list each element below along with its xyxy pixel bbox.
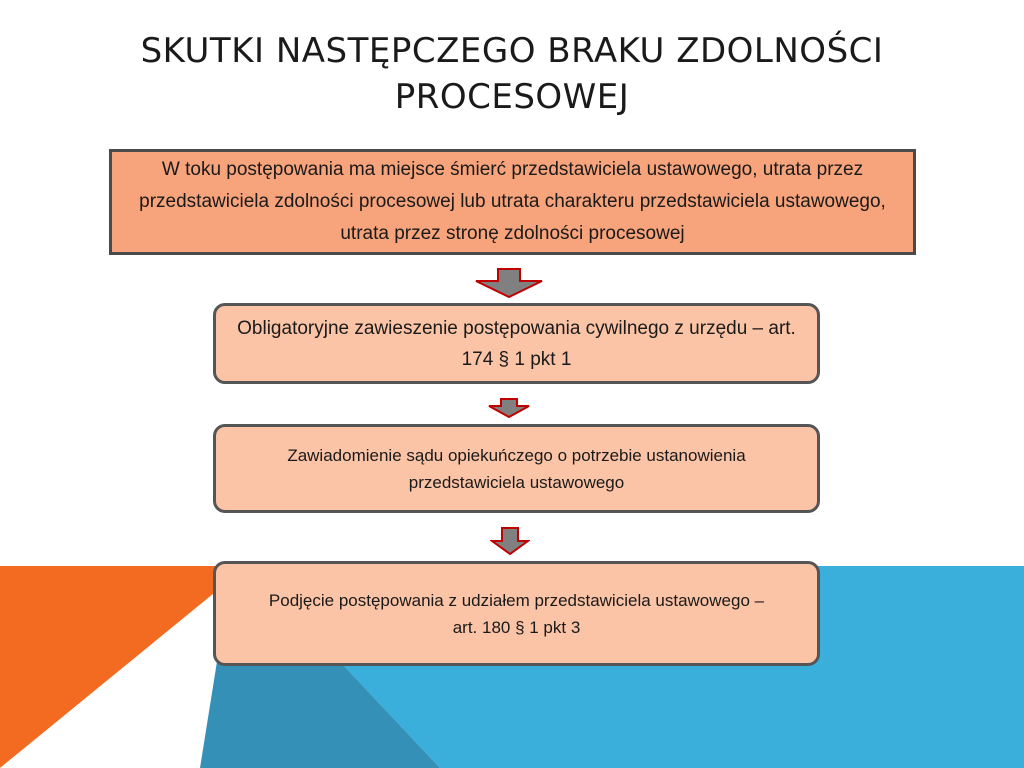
step-box-2: Obligatoryjne zawieszenie postępowania cywilnego z urzędu – art. 174 § 1 pkt 1 xyxy=(213,303,820,384)
step-box-4: Podjęcie postępowania z udziałem przedstawiciela ustawowego – art. 180 § 1 pkt 3 xyxy=(213,561,820,666)
down-arrow-icon xyxy=(474,268,544,298)
down-arrow-icon xyxy=(487,398,531,418)
step-box-1: W toku postępowania ma miejsce śmierć przedstawiciela ustawowego, utrata przez przedstawiciela zdolności procesowej lub utrata charakteru przedstawiciela ustawowego, utrata przez stronę zdolności procesowej xyxy=(109,149,916,255)
step-box-3: Zawiadomienie sądu opiekuńczego o potrzebie ustanowienia przedstawiciela ustawowego xyxy=(213,424,820,513)
down-arrow-icon xyxy=(490,527,530,555)
page-title: SKUTKI NASTĘPCZEGO BRAKU ZDOLNOŚCI PROCESOWEJ xyxy=(140,31,884,117)
